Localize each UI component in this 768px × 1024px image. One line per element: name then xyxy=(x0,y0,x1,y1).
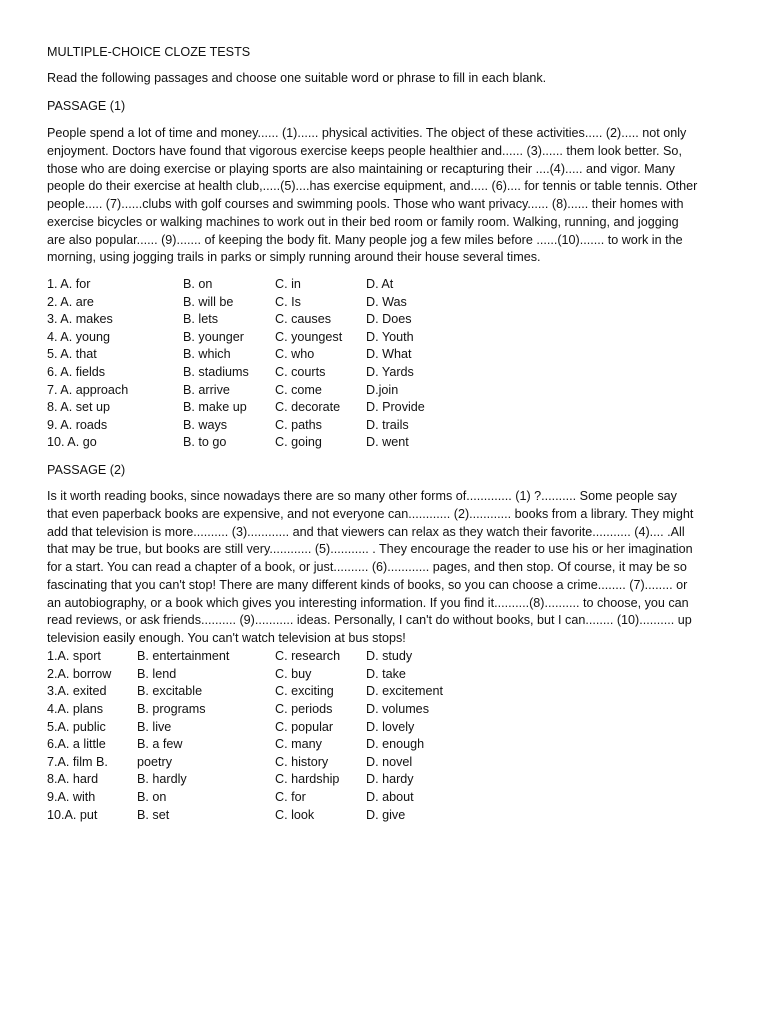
option-b: poetry xyxy=(137,754,173,769)
option-b: B. set xyxy=(137,807,170,822)
instructions: Read the following passages and choose one suitable word or phrase to fill in each blank. xyxy=(47,71,547,85)
option-a: 1.A. sport xyxy=(47,649,101,663)
passage2-text xyxy=(47,488,719,648)
option-c: C. research xyxy=(275,649,341,663)
option-b: B. lend xyxy=(137,666,177,681)
passage1-text xyxy=(47,125,719,267)
option-b: B. programs xyxy=(137,701,206,716)
option-a: 2.A. borrow xyxy=(47,666,112,681)
option-b: B. arrive xyxy=(183,382,230,397)
option-d: D. Was xyxy=(366,294,407,309)
option-a: 7. A. approach xyxy=(47,382,129,397)
passage1-heading: PASSAGE (1) xyxy=(47,99,126,113)
option-a: 5. A. that xyxy=(47,347,97,362)
passage1-line: those who are doing exercise or playing sports are also maintaining or recapturing their ....(4)..... and vigor. Many xyxy=(47,161,675,176)
option-d: D. Youth xyxy=(366,329,414,344)
passage2-line: add that television is more.......... (3)............ and that viewers can relax as they watch their favorite........... (4).... .All xyxy=(47,524,685,539)
option-c: C. many xyxy=(275,737,322,752)
option-d: D. study xyxy=(366,649,413,663)
option-d: D. went xyxy=(366,435,409,450)
option-b: B. live xyxy=(137,719,172,734)
option-d: D. about xyxy=(366,790,414,805)
option-c: C. hardship xyxy=(275,772,340,787)
option-c: C. in xyxy=(275,277,301,291)
option-c: C. youngest xyxy=(275,329,343,344)
passage2-line: fascinating that you can't stop! There are many different kinds of books, so you can choose a crime........ (7)........ or xyxy=(47,577,688,592)
option-b: B. a few xyxy=(137,737,183,752)
option-a: 8. A. set up xyxy=(47,400,111,415)
option-a: 3.A. exited xyxy=(47,684,107,699)
option-d: D. lovely xyxy=(366,719,415,734)
passage2-line: television easily enough. You can't watch television at bus stops! xyxy=(47,631,406,645)
option-b: B. lets xyxy=(183,312,218,327)
option-c: C. come xyxy=(275,382,322,397)
option-c: C. courts xyxy=(275,364,326,379)
option-c: C. for xyxy=(275,790,306,805)
passage2-heading: PASSAGE (2) xyxy=(47,463,126,477)
passage1-line: people do their exercise at health club,.....(5)....has exercise equipment, and..... (6).... for tennis or table tennis. Other xyxy=(47,179,698,194)
option-b: B. ways xyxy=(183,417,228,432)
option-b: B. make up xyxy=(183,400,247,415)
option-a: 6. A. fields xyxy=(47,364,106,379)
option-d: D. take xyxy=(366,666,406,681)
option-a: 9. A. roads xyxy=(47,417,108,432)
passage2-line: that may be true, but books are still very............ (5)........... . They encourage the reader to use his or her imagination xyxy=(47,542,693,557)
passage1-line: exercise bicycles or walking machines to work out in their bed room or family room. Walking, running, and jogging xyxy=(47,214,679,229)
option-b: B. younger xyxy=(183,329,244,344)
option-b: B. hardly xyxy=(137,772,187,787)
option-d: D.join xyxy=(366,382,399,397)
option-a: 1. A. for xyxy=(47,277,91,291)
option-c: C. periods xyxy=(275,701,333,716)
option-c: C. Is xyxy=(275,294,301,309)
option-d: D. Provide xyxy=(366,400,425,415)
option-a: 6.A. a little xyxy=(47,737,106,752)
option-b: B. on xyxy=(137,790,167,805)
passage2-line: read reviews, or ask friends.......... (9)........... ideas. Personally, I can't do without books, but I can........ (10).......... up xyxy=(47,613,692,628)
option-d: D. hardy xyxy=(366,772,414,787)
option-d: D. Does xyxy=(366,312,412,327)
option-b: B. on xyxy=(183,277,213,291)
option-b: B. stadiums xyxy=(183,364,249,379)
option-a: 9.A. with xyxy=(47,790,96,805)
passage1-line: are also popular...... (9)....... of keeping the body fit. Many people jog a few miles before ......(10)....... to work in the xyxy=(47,232,683,247)
option-b: B. which xyxy=(183,347,231,362)
option-c: C. history xyxy=(275,754,329,769)
option-b: B. to go xyxy=(183,435,227,450)
option-c: C. paths xyxy=(275,417,322,432)
passage1-line: people..... (7)......clubs with golf courses and swimming pools. Those who want privacy...... (8)...... their homes with xyxy=(47,197,684,211)
passage2-line: an autobiography, or a book which gives you interesting information. If you find it..........(8).......... to choose, you can xyxy=(47,595,689,610)
option-d: D. novel xyxy=(366,754,413,769)
option-c: C. exciting xyxy=(275,684,334,699)
option-a: 3. A. makes xyxy=(47,312,113,327)
option-a: 10. A. go xyxy=(47,435,97,450)
option-b: B. excitable xyxy=(137,684,203,699)
option-c: C. popular xyxy=(275,719,334,734)
option-d: D. excitement xyxy=(366,684,443,699)
option-a: 4.A. plans xyxy=(47,701,104,716)
option-c: C. decorate xyxy=(275,400,341,415)
passage1-line: morning, using jogging trails in parks or simply running around their house several times. xyxy=(47,250,541,265)
option-c: C. going xyxy=(275,435,322,450)
option-b: B. entertainment xyxy=(137,649,230,663)
option-d: D. trails xyxy=(366,417,409,432)
document-title: MULTIPLE-CHOICE CLOZE TESTS xyxy=(47,45,251,59)
option-a: 4. A. young xyxy=(47,329,111,344)
option-b: B. will be xyxy=(183,294,234,309)
option-a: 10.A. put xyxy=(47,807,98,822)
option-a: 8.A. hard xyxy=(47,772,99,787)
option-d: D. At xyxy=(366,277,394,291)
option-c: C. who xyxy=(275,347,315,362)
option-c: C. causes xyxy=(275,312,331,327)
passage2-line: that even paperback books are expensive, and not everyone can............ (2)............ books from a library. They might xyxy=(47,506,694,521)
option-d: D. What xyxy=(366,347,412,362)
passage2-line: for a start. You can read a chapter of a book, or just.......... (6)............ pages, and then stop. Of course, it may be so xyxy=(47,560,687,574)
option-d: D. give xyxy=(366,807,406,822)
passage1-line: enjoyment. Doctors have found that vigorous exercise keeps people healthier and...... (3)...... them look better. So, xyxy=(47,143,682,158)
option-a: 5.A. public xyxy=(47,719,106,734)
option-d: D. Yards xyxy=(366,364,414,379)
passage1-line: People spend a lot of time and money...... (1)...... physical activities. The object of these activities..... (2)..... not only xyxy=(47,126,687,140)
option-d: D. volumes xyxy=(366,701,429,716)
passage2-line: Is it worth reading books, since nowadays there are so many other forms of............. (1) ?.......... Some people say xyxy=(47,489,677,503)
option-a: 7.A. film B. xyxy=(47,754,108,769)
option-c: C. buy xyxy=(275,666,312,681)
option-d: D. enough xyxy=(366,737,425,752)
option-a: 2. A. are xyxy=(47,294,94,309)
option-c: C. look xyxy=(275,807,315,822)
